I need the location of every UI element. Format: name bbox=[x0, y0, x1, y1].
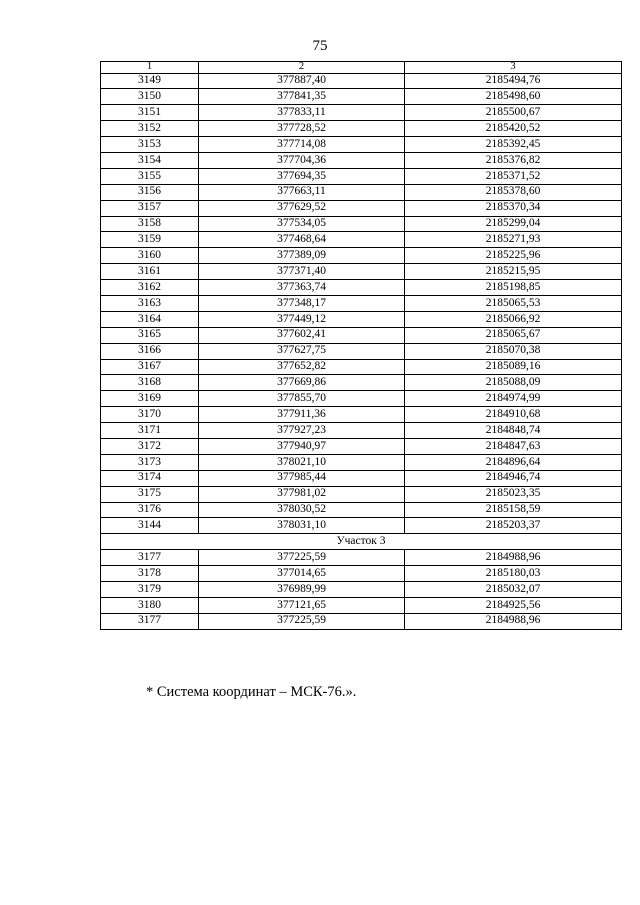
y-coordinate-cell: 2185089,16 bbox=[405, 359, 622, 375]
section-heading-row bbox=[101, 534, 622, 550]
table-row bbox=[101, 391, 622, 407]
x-coordinate-cell: 377627,75 bbox=[199, 343, 405, 359]
point-number-cell: 3167 bbox=[101, 359, 199, 375]
x-coordinate-cell: 377927,23 bbox=[199, 423, 405, 439]
table-row bbox=[101, 105, 622, 121]
y-coordinate-cell: 2184910,68 bbox=[405, 407, 622, 423]
y-coordinate-cell: 2185392,45 bbox=[405, 137, 622, 153]
x-coordinate-cell: 377225,59 bbox=[199, 550, 405, 566]
x-coordinate-cell: 376989,99 bbox=[199, 582, 405, 598]
y-coordinate-cell: 2185070,38 bbox=[405, 343, 622, 359]
table-row bbox=[101, 407, 622, 423]
x-coordinate-cell: 377714,08 bbox=[199, 137, 405, 153]
table-row bbox=[101, 470, 622, 486]
y-coordinate-cell: 2185065,67 bbox=[405, 327, 622, 343]
table-header-row bbox=[101, 62, 622, 74]
point-number-cell: 3173 bbox=[101, 454, 199, 470]
y-coordinate-cell: 2185158,59 bbox=[405, 502, 622, 518]
point-number-cell: 3161 bbox=[101, 264, 199, 280]
table-row bbox=[101, 89, 622, 105]
y-coordinate-cell: 2184896,64 bbox=[405, 454, 622, 470]
y-coordinate-cell: 2185023,35 bbox=[405, 486, 622, 502]
point-number-cell: 3166 bbox=[101, 343, 199, 359]
table-row bbox=[101, 550, 622, 566]
table-row bbox=[101, 327, 622, 343]
point-number-cell: 3149 bbox=[101, 73, 199, 89]
x-coordinate-cell: 377855,70 bbox=[199, 391, 405, 407]
y-coordinate-cell: 2185299,04 bbox=[405, 216, 622, 232]
point-number-cell: 3174 bbox=[101, 470, 199, 486]
table-row bbox=[101, 200, 622, 216]
y-coordinate-cell: 2185215,95 bbox=[405, 264, 622, 280]
x-coordinate-cell: 377468,64 bbox=[199, 232, 405, 248]
section-heading-body bbox=[101, 534, 622, 550]
x-coordinate-cell: 377389,09 bbox=[199, 248, 405, 264]
table-body-part-b bbox=[101, 550, 622, 629]
x-coordinate-cell: 377014,65 bbox=[199, 566, 405, 582]
point-number-cell: 3154 bbox=[101, 152, 199, 168]
y-coordinate-cell: 2184946,74 bbox=[405, 470, 622, 486]
y-coordinate-cell: 2185203,37 bbox=[405, 518, 622, 534]
point-number-cell: 3155 bbox=[101, 168, 199, 184]
table-row bbox=[101, 454, 622, 470]
table-row bbox=[101, 438, 622, 454]
x-coordinate-cell: 377449,12 bbox=[199, 311, 405, 327]
table-header bbox=[101, 62, 622, 74]
column-header-1: 1 bbox=[101, 62, 199, 74]
y-coordinate-cell: 2185180,03 bbox=[405, 566, 622, 582]
x-coordinate-cell: 377841,35 bbox=[199, 89, 405, 105]
table-row bbox=[101, 121, 622, 137]
table-row bbox=[101, 73, 622, 89]
x-coordinate-cell: 377121,65 bbox=[199, 597, 405, 613]
x-coordinate-cell: 377663,11 bbox=[199, 184, 405, 200]
y-coordinate-cell: 2184988,96 bbox=[405, 550, 622, 566]
table-row bbox=[101, 359, 622, 375]
table-row bbox=[101, 232, 622, 248]
x-coordinate-cell: 377363,74 bbox=[199, 280, 405, 296]
point-number-cell: 3156 bbox=[101, 184, 199, 200]
x-coordinate-cell: 377704,36 bbox=[199, 152, 405, 168]
point-number-cell: 3162 bbox=[101, 280, 199, 296]
x-coordinate-cell: 377694,35 bbox=[199, 168, 405, 184]
y-coordinate-cell: 2185271,93 bbox=[405, 232, 622, 248]
table-row bbox=[101, 613, 622, 629]
point-number-cell: 3165 bbox=[101, 327, 199, 343]
table-row bbox=[101, 566, 622, 582]
coordinate-system-footnote: * Система координат – МСК-76.». bbox=[146, 684, 357, 700]
coordinates-table bbox=[100, 61, 622, 630]
x-coordinate-cell: 377669,86 bbox=[199, 375, 405, 391]
point-number-cell: 3160 bbox=[101, 248, 199, 264]
x-coordinate-cell: 377629,52 bbox=[199, 200, 405, 216]
x-coordinate-cell: 377652,82 bbox=[199, 359, 405, 375]
y-coordinate-cell: 2185088,09 bbox=[405, 375, 622, 391]
table-row bbox=[101, 343, 622, 359]
table-row bbox=[101, 295, 622, 311]
table-row bbox=[101, 168, 622, 184]
x-coordinate-cell: 377940,97 bbox=[199, 438, 405, 454]
y-coordinate-cell: 2184848,74 bbox=[405, 423, 622, 439]
y-coordinate-cell: 2185494,76 bbox=[405, 73, 622, 89]
page-number: 75 bbox=[312, 38, 328, 54]
y-coordinate-cell: 2185198,85 bbox=[405, 280, 622, 296]
table-row bbox=[101, 152, 622, 168]
y-coordinate-cell: 2185378,60 bbox=[405, 184, 622, 200]
point-number-cell: 3177 bbox=[101, 613, 199, 629]
x-coordinate-cell: 377534,05 bbox=[199, 216, 405, 232]
point-number-cell: 3171 bbox=[101, 423, 199, 439]
table-body-part-a bbox=[101, 73, 622, 534]
point-number-cell: 3152 bbox=[101, 121, 199, 137]
x-coordinate-cell: 377371,40 bbox=[199, 264, 405, 280]
y-coordinate-cell: 2184988,96 bbox=[405, 613, 622, 629]
point-number-cell: 3158 bbox=[101, 216, 199, 232]
column-header-2: 2 bbox=[199, 62, 405, 74]
point-number-cell: 3177 bbox=[101, 550, 199, 566]
x-coordinate-cell: 378030,52 bbox=[199, 502, 405, 518]
point-number-cell: 3180 bbox=[101, 597, 199, 613]
table-row bbox=[101, 216, 622, 232]
x-coordinate-cell: 377985,44 bbox=[199, 470, 405, 486]
point-number-cell: 3168 bbox=[101, 375, 199, 391]
point-number-cell: 3150 bbox=[101, 89, 199, 105]
table-row bbox=[101, 137, 622, 153]
column-header-3: 3 bbox=[405, 62, 622, 74]
x-coordinate-cell: 378031,10 bbox=[199, 518, 405, 534]
table-row bbox=[101, 184, 622, 200]
y-coordinate-cell: 2185420,52 bbox=[405, 121, 622, 137]
point-number-cell: 3179 bbox=[101, 582, 199, 598]
point-number-cell: 3172 bbox=[101, 438, 199, 454]
y-coordinate-cell: 2185066,92 bbox=[405, 311, 622, 327]
point-number-cell: 3176 bbox=[101, 502, 199, 518]
section-title: Участок 3 bbox=[101, 534, 622, 550]
table-row bbox=[101, 597, 622, 613]
point-number-cell: 3159 bbox=[101, 232, 199, 248]
table-row bbox=[101, 486, 622, 502]
x-coordinate-cell: 377602,41 bbox=[199, 327, 405, 343]
y-coordinate-cell: 2185225,96 bbox=[405, 248, 622, 264]
point-number-cell: 3153 bbox=[101, 137, 199, 153]
point-number-cell: 3170 bbox=[101, 407, 199, 423]
x-coordinate-cell: 377887,40 bbox=[199, 73, 405, 89]
point-number-cell: 3144 bbox=[101, 518, 199, 534]
table-row bbox=[101, 518, 622, 534]
x-coordinate-cell: 377911,36 bbox=[199, 407, 405, 423]
y-coordinate-cell: 2184974,99 bbox=[405, 391, 622, 407]
point-number-cell: 3151 bbox=[101, 105, 199, 121]
table-row bbox=[101, 423, 622, 439]
x-coordinate-cell: 377225,59 bbox=[199, 613, 405, 629]
x-coordinate-cell: 377981,02 bbox=[199, 486, 405, 502]
point-number-cell: 3178 bbox=[101, 566, 199, 582]
table-row bbox=[101, 502, 622, 518]
table-row bbox=[101, 280, 622, 296]
point-number-cell: 3157 bbox=[101, 200, 199, 216]
x-coordinate-cell: 377728,52 bbox=[199, 121, 405, 137]
y-coordinate-cell: 2184925,56 bbox=[405, 597, 622, 613]
table-row bbox=[101, 248, 622, 264]
x-coordinate-cell: 377348,17 bbox=[199, 295, 405, 311]
y-coordinate-cell: 2185065,53 bbox=[405, 295, 622, 311]
point-number-cell: 3164 bbox=[101, 311, 199, 327]
y-coordinate-cell: 2184847,63 bbox=[405, 438, 622, 454]
point-number-cell: 3169 bbox=[101, 391, 199, 407]
table-row bbox=[101, 375, 622, 391]
table-row bbox=[101, 311, 622, 327]
x-coordinate-cell: 377833,11 bbox=[199, 105, 405, 121]
x-coordinate-cell: 378021,10 bbox=[199, 454, 405, 470]
y-coordinate-cell: 2185371,52 bbox=[405, 168, 622, 184]
y-coordinate-cell: 2185376,82 bbox=[405, 152, 622, 168]
table-row bbox=[101, 264, 622, 280]
point-number-cell: 3163 bbox=[101, 295, 199, 311]
point-number-cell: 3175 bbox=[101, 486, 199, 502]
y-coordinate-cell: 2185370,34 bbox=[405, 200, 622, 216]
y-coordinate-cell: 2185498,60 bbox=[405, 89, 622, 105]
y-coordinate-cell: 2185500,67 bbox=[405, 105, 622, 121]
y-coordinate-cell: 2185032,07 bbox=[405, 582, 622, 598]
table-row bbox=[101, 582, 622, 598]
